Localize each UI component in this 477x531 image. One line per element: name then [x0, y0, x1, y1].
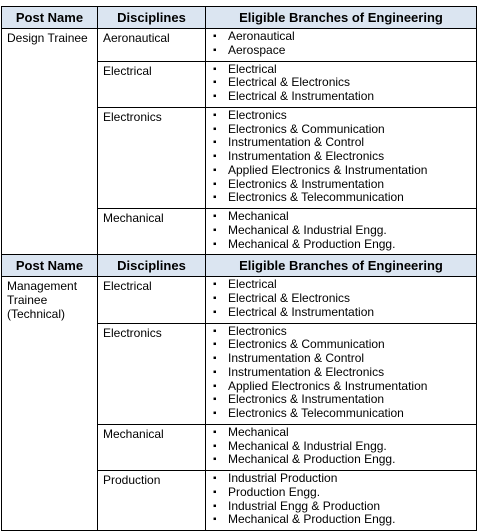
header-eligible-branches: Eligible Branches of Engineering: [206, 7, 477, 29]
post-name-design-trainee: Design Trainee: [2, 29, 98, 255]
header-disciplines: Disciplines: [98, 255, 206, 277]
discipline-cell: Mechanical: [98, 424, 206, 470]
branch-list-item: ▪ Mechanical & Industrial Engg.: [206, 440, 476, 454]
branch-list-item: ▪ Electrical & Electronics: [206, 76, 476, 90]
discipline-cell: Electrical: [98, 277, 206, 323]
branch-list-item: ▪ Electronics & Telecommunication: [206, 407, 476, 421]
branches-cell: [206, 107, 477, 208]
header-disciplines: Disciplines: [98, 7, 206, 29]
discipline-cell: Electronics: [98, 107, 206, 208]
branch-list-item: ▪ Instrumentation & Control: [206, 136, 476, 150]
branches-cell: [206, 323, 477, 424]
header-row: [2, 255, 477, 277]
branch-list: [206, 426, 476, 470]
branch-list: [206, 63, 476, 107]
branches-cell: [206, 61, 477, 107]
discipline-cell: Mechanical: [98, 209, 206, 255]
branch-list-item: ▪ Mechanical: [206, 426, 476, 440]
branch-list: [206, 278, 476, 322]
branches-cell: [206, 29, 477, 62]
branch-list-item: ▪ Applied Electronics & Instrumentation: [206, 164, 476, 178]
branch-list-item: ▪ Aeronautical: [206, 30, 476, 44]
branches-cell: [206, 277, 477, 323]
branch-list-item: ▪ Industrial Production: [206, 472, 476, 486]
branch-list-item: ▪ Production Engg.: [206, 486, 476, 500]
branch-list-item: ▪ Electronics & Communication: [206, 338, 476, 352]
branch-list-item: ▪ Electronics: [206, 109, 476, 123]
discipline-cell: Electrical: [98, 61, 206, 107]
branch-list-item: ▪ Electronics & Instrumentation: [206, 178, 476, 192]
branch-list: [206, 210, 476, 254]
eligibility-table: [1, 6, 477, 531]
branch-list-item: ▪ Electronics & Instrumentation: [206, 393, 476, 407]
header-post-name: Post Name: [2, 7, 98, 29]
branch-list: [206, 30, 476, 61]
branch-list-item: ▪ Electrical: [206, 63, 476, 77]
discipline-cell: Production: [98, 471, 206, 531]
branch-list-item: ▪ Instrumentation & Control: [206, 352, 476, 366]
branch-list-item: ▪ Electrical & Instrumentation: [206, 306, 476, 320]
table-row: [2, 29, 477, 62]
header-eligible-branches: Eligible Branches of Engineering: [206, 255, 477, 277]
branch-list-item: ▪ Instrumentation & Electronics: [206, 150, 476, 164]
branch-list: [206, 109, 476, 208]
branch-list-item: ▪ Mechanical & Production Engg.: [206, 453, 476, 467]
branch-list-item: ▪ Instrumentation & Electronics: [206, 366, 476, 380]
branch-list-item: ▪ Applied Electronics & Instrumentation: [206, 380, 476, 394]
branch-list-item: ▪ Mechanical & Production Engg.: [206, 238, 476, 252]
post-name-management-trainee: Management Trainee (Technical): [2, 277, 98, 531]
table-row: [2, 277, 477, 323]
branches-cell: [206, 471, 477, 531]
branch-list: [206, 472, 476, 530]
branch-list-item: ▪ Electronics & Communication: [206, 123, 476, 137]
branches-cell: [206, 209, 477, 255]
branch-list-item: ▪ Mechanical & Industrial Engg.: [206, 224, 476, 238]
header-post-name: Post Name: [2, 255, 98, 277]
branch-list-item: ▪ Aerospace: [206, 44, 476, 58]
branch-list-item: ▪ Industrial Engg & Production: [206, 500, 476, 514]
discipline-cell: Aeronautical: [98, 29, 206, 62]
header-row: [2, 7, 477, 29]
branch-list-item: ▪ Electrical: [206, 278, 476, 292]
branch-list-item: ▪ Mechanical & Production Engg.: [206, 513, 476, 527]
branch-list-item: ▪ Electronics & Telecommunication: [206, 191, 476, 205]
branch-list-item: ▪ Electrical & Instrumentation: [206, 90, 476, 104]
branch-list-item: ▪ Electrical & Electronics: [206, 292, 476, 306]
branches-cell: [206, 424, 477, 470]
branch-list: [206, 325, 476, 424]
branch-list-item: ▪ Mechanical: [206, 210, 476, 224]
discipline-cell: Electronics: [98, 323, 206, 424]
branch-list-item: ▪ Electronics: [206, 325, 476, 339]
